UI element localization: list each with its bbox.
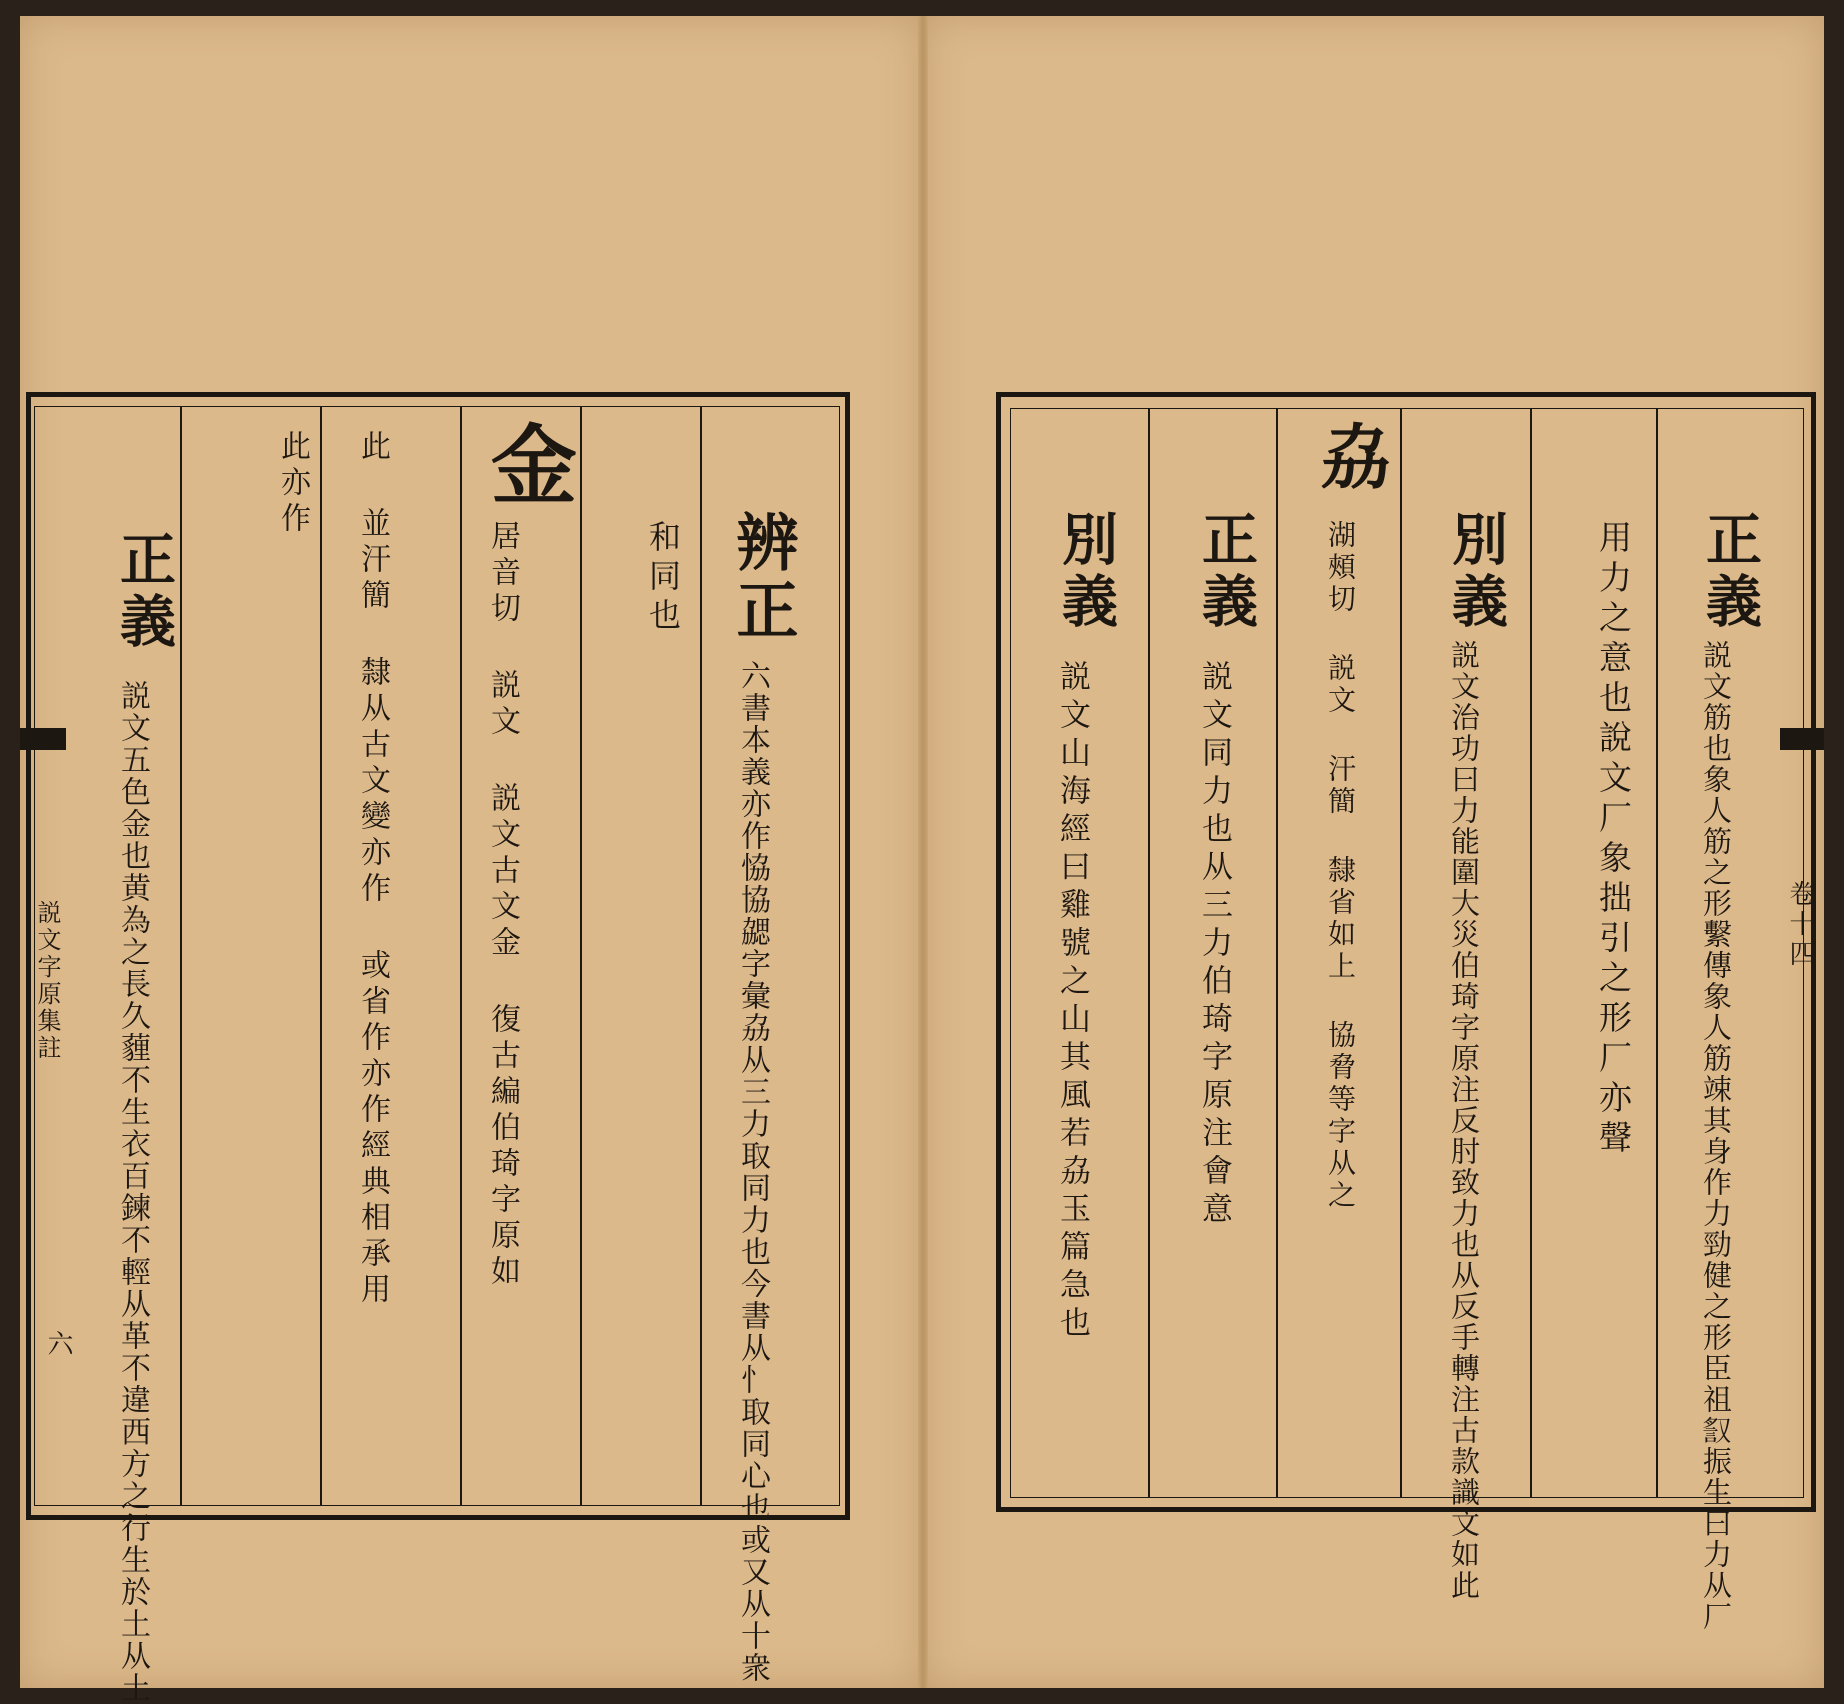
column-heading: 別義: [1443, 510, 1509, 634]
right-fishtail-mark: [1780, 728, 1824, 750]
volume-label: 卷十四: [1785, 880, 1815, 970]
column-heading: 正義: [111, 530, 177, 654]
column-heading: 正義: [1193, 510, 1259, 634]
leaf-number: 六: [43, 1330, 73, 1356]
column-text: 説文五色金也黄為之長久薶不生衣百鍊不輕从革不違西方之行生於土从土: [115, 680, 150, 1704]
column-heading: 正義: [1697, 510, 1763, 634]
column-text: 用力之意也說文厂象拙引之形厂亦聲: [1594, 520, 1633, 1160]
column-text: 説文治功曰力能圍大災伯琦字原注反肘致力也从反手轉注古款識文如此: [1447, 640, 1481, 1601]
column-text: 此亦作: [275, 430, 310, 538]
column-heading: 辨正: [726, 510, 799, 646]
column-text: 六書本義亦作恊協勰字彙劦从三力取同力也今書从忄取同心也或又从十衆: [735, 660, 770, 1684]
column-text: 説文山海經曰雞號之山其風若劦玉篇急也: [1054, 660, 1090, 1344]
left-fishtail-mark: [20, 728, 66, 750]
column-text: 此 並汗簡 隸从古文變亦作 或省作亦作經典相承用: [355, 430, 390, 1309]
column-heading: 別義: [1053, 510, 1119, 634]
seal-character: 金: [476, 420, 577, 506]
seal-character: 劦: [1309, 420, 1392, 490]
column-text: 居音切 説文 説文古文金 復古編伯琦字原如: [485, 520, 520, 1291]
column-text: 説文筋也象人筋之形繫傳象人筋竦其身作力勁健之形臣祖𧧙振生曰力从厂: [1699, 640, 1733, 1632]
column-text: 説文同力也从三力伯琦字原注會意: [1196, 660, 1232, 1230]
right-inner-frame: [1010, 408, 1804, 1632]
book-gutter: [918, 16, 928, 1688]
column-text: 和同也: [644, 520, 682, 637]
book-margin-title: 説文字原集註: [33, 900, 61, 1062]
column-text: 湖頰切 説文 汗簡 隸省如上 協脅等字从之: [1324, 520, 1357, 1212]
